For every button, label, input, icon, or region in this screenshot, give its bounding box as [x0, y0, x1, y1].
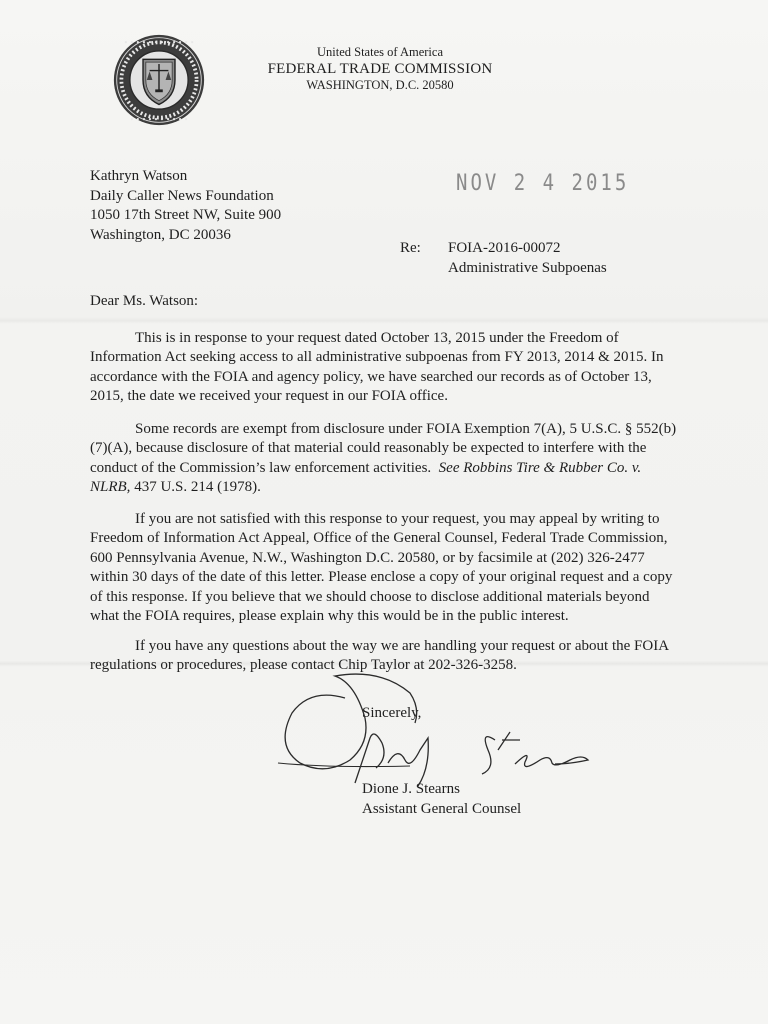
- paragraph-1-text: This is in response to your request dated October 13, 2015 under the Freedom of Information Act seeking access to all administrative subpoenas from FY 2013, 2014 & 2015. In accordance with the FOIA and agency policy, we have searched our records as of October 13, 2015, the date we received your request in our FOIA office.: [90, 330, 664, 405]
- case-citation: See Robbins Tire & Rubber Co. v. NLRB,: [90, 459, 642, 496]
- reference-subject: Administrative Subpoenas: [448, 259, 607, 276]
- letterhead-country: United States of America: [316, 45, 443, 59]
- salutation: Dear Ms. Watson:: [90, 293, 199, 309]
- recipient-street: 1050 17th Street NW, Suite 900: [90, 207, 282, 223]
- date-stamp: NOV 2 4 2015: [456, 170, 630, 196]
- body-paragraph-2: [90, 420, 680, 498]
- letterhead-city: WASHINGTON, D.C. 20580: [306, 78, 454, 92]
- closing: Sincerely,: [362, 705, 422, 721]
- svg-text:• • • • • • • • • •: • • • • • • • • • •: [129, 116, 189, 124]
- paragraph-2-text: Some records are exempt from disclosure under FOIA Exemption 7(A), 5 U.S.C. § 552(b)(7)(A), because disclosure of that material could reasonably be expected to interfere with the conduct of the Commission’s law enforcement activities.: [90, 421, 677, 476]
- paragraph-3-text: If you are not satisfied with this response to your request, you may appeal by writing to Freedom of Information Act Appeal, Office of the General Counsel, Federal Trade Commission, 600 Pennsylvania Avenue, N.W., Washington D.C. 20580, or by facsimile at (202) 326-2477 within 30 days of the date of this letter. Please enclose a copy of your original request and a copy of this response. If you believe that we should choose to disclose additional materials beyond what the FOIA requires, please explain why this would be in the public interest.: [90, 511, 673, 625]
- paragraph-4-text: If you have any questions about the way we are handling your request or about the FOIA regulations or procedures, please contact Chip Taylor at 202-326-3258.: [90, 638, 669, 674]
- ftc-seal-icon: [112, 33, 206, 127]
- recipient-city: Washington, DC 20036: [90, 226, 231, 243]
- reference-number: FOIA-2016-00072: [448, 240, 561, 256]
- reference-label: Re:: [400, 240, 421, 256]
- letterhead: [250, 45, 510, 93]
- signer-name: Dione J. Stearns: [362, 781, 460, 797]
- recipient-address: [90, 167, 281, 245]
- recipient-name: Kathryn Watson: [90, 168, 188, 184]
- signature-block: [362, 780, 521, 819]
- signer-title: Assistant General Counsel: [362, 800, 522, 817]
- recipient-organization: Daily Caller News Foundation: [90, 187, 274, 204]
- case-citation-tail: 437 U.S. 214 (1978).: [134, 479, 261, 496]
- body-paragraph-3: [90, 510, 680, 626]
- svg-text:• • • • • • • • • • • •: • • • • • • • • • • • •: [123, 39, 195, 47]
- body-paragraph-1: [90, 329, 680, 407]
- handwritten-signature: [270, 668, 590, 798]
- letterhead-agency: FEDERAL TRADE COMMISSION: [267, 61, 493, 77]
